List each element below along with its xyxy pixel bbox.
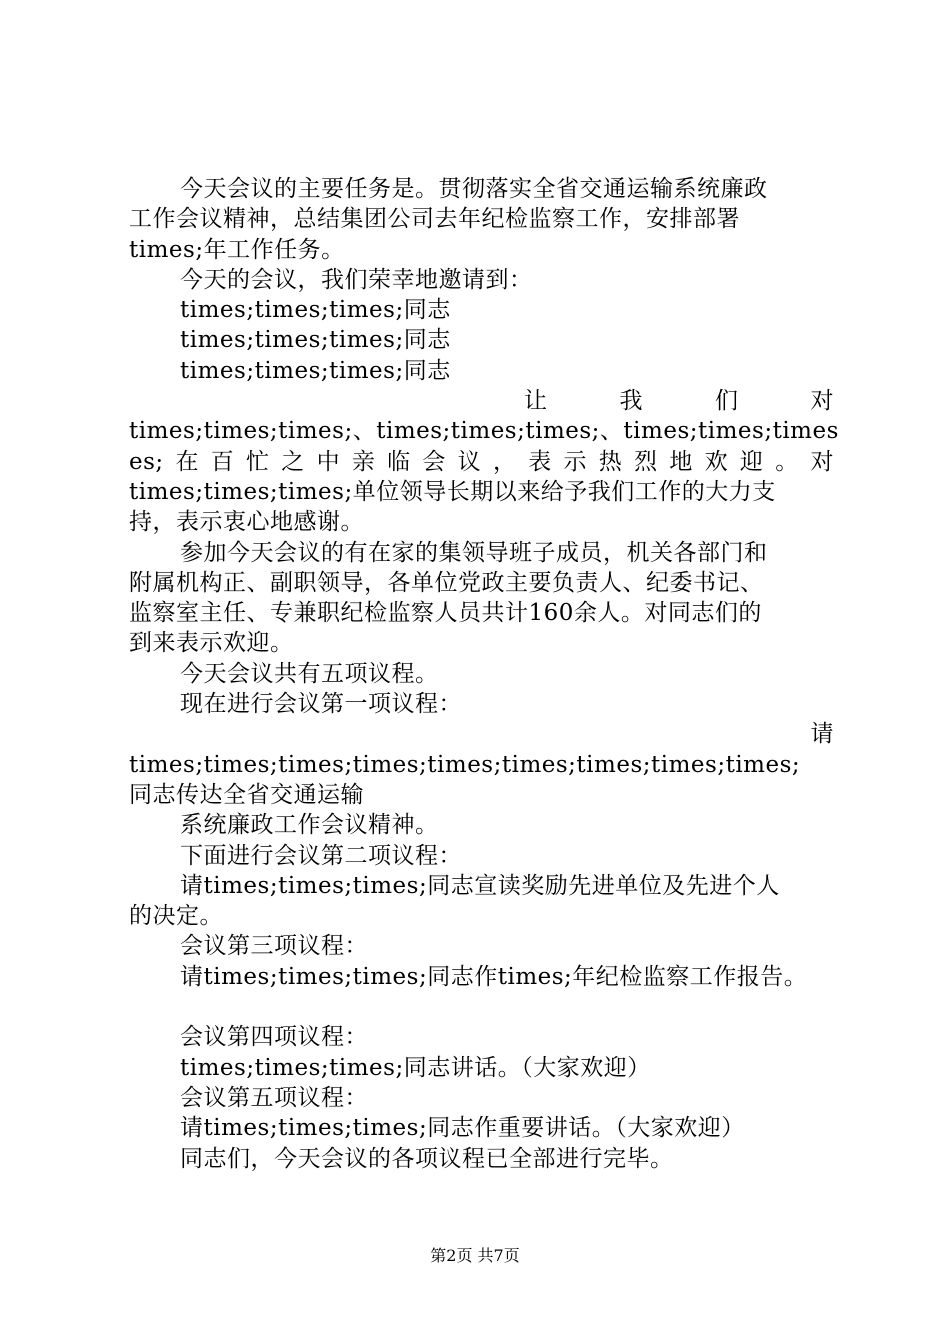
- paragraph-line: 工作会议精神，总结集团公司去年纪检监察工作，安排部署: [129, 206, 740, 233]
- paragraph-line: times;times;times;、times;times;times;、times;times;times: [129, 418, 839, 445]
- agenda-heading: 会议第三项议程：: [180, 933, 368, 960]
- paragraph-line: 附属机构正、副职领导，各单位党政主要负责人、纪委书记、: [129, 569, 764, 596]
- paragraph-line: 监察室主任、专兼职纪检监察人员共计160余人。对同志们的: [129, 600, 762, 627]
- paragraph-line: 请times;times;times;同志作times;年纪检监察工作报告。: [180, 963, 808, 990]
- paragraph-line: times;times;times;同志讲话。（大家欢迎）: [180, 1054, 651, 1081]
- agenda-heading: 会议第五项议程：: [180, 1084, 368, 1111]
- paragraph-line: 请times;times;times;同志宣读奖励先进单位及先进个人: [180, 872, 780, 899]
- guest-line: times;times;times;同志: [180, 357, 451, 384]
- paragraph-line: 系统廉政工作会议精神。: [180, 812, 439, 839]
- agenda-heading: 会议第四项议程：: [180, 1024, 368, 1051]
- blank-line: [129, 992, 834, 1022]
- paragraph-line: times;年工作任务。: [129, 236, 345, 263]
- paragraph-line: 今天会议的主要任务是。贯彻落实全省交通运输系统廉政: [180, 176, 768, 202]
- paragraph-line: 到来表示欢迎。: [129, 630, 294, 657]
- page-footer: 第2页 共7页: [430, 1246, 520, 1265]
- agenda-heading: 现在进行会议第一项议程：: [180, 691, 462, 718]
- paragraph-line: 让 我 们 对: [524, 388, 834, 415]
- guest-line: times;times;times;同志: [180, 327, 451, 354]
- paragraph-line: 持，表示衷心地感谢。: [129, 509, 364, 536]
- paragraph-line: 请: [810, 721, 834, 748]
- paragraph-line: times;times;times;times;times;times;times;times;times;: [129, 751, 801, 778]
- agenda-heading: 下面进行会议第二项议程：: [180, 842, 462, 869]
- paragraph-line: 请times;times;times;同志作重要讲话。（大家欢迎）: [180, 1115, 745, 1142]
- paragraph-line: 的决定。: [129, 903, 223, 930]
- paragraph-line: 同志传达全省交通运输: [129, 781, 364, 808]
- guest-line: times;times;times;同志: [180, 297, 451, 324]
- paragraph-line: 今天会议共有五项议程。: [180, 660, 439, 687]
- paragraph-line: times;times;times;单位领导长期以来给予我们工作的大力支: [129, 478, 776, 505]
- paragraph-line: 参加今天会议的有在家的集领导班子成员，机关各部门和: [180, 539, 768, 566]
- paragraph-line: es;在百忙之中亲临会议，表示热烈地欢迎。对: [129, 448, 834, 475]
- paragraph-line: 今天的会议，我们荣幸地邀请到：: [180, 266, 533, 293]
- paragraph-line: 同志们，今天会议的各项议程已全部进行完毕。: [180, 1145, 674, 1172]
- document-body: [129, 174, 839, 1174]
